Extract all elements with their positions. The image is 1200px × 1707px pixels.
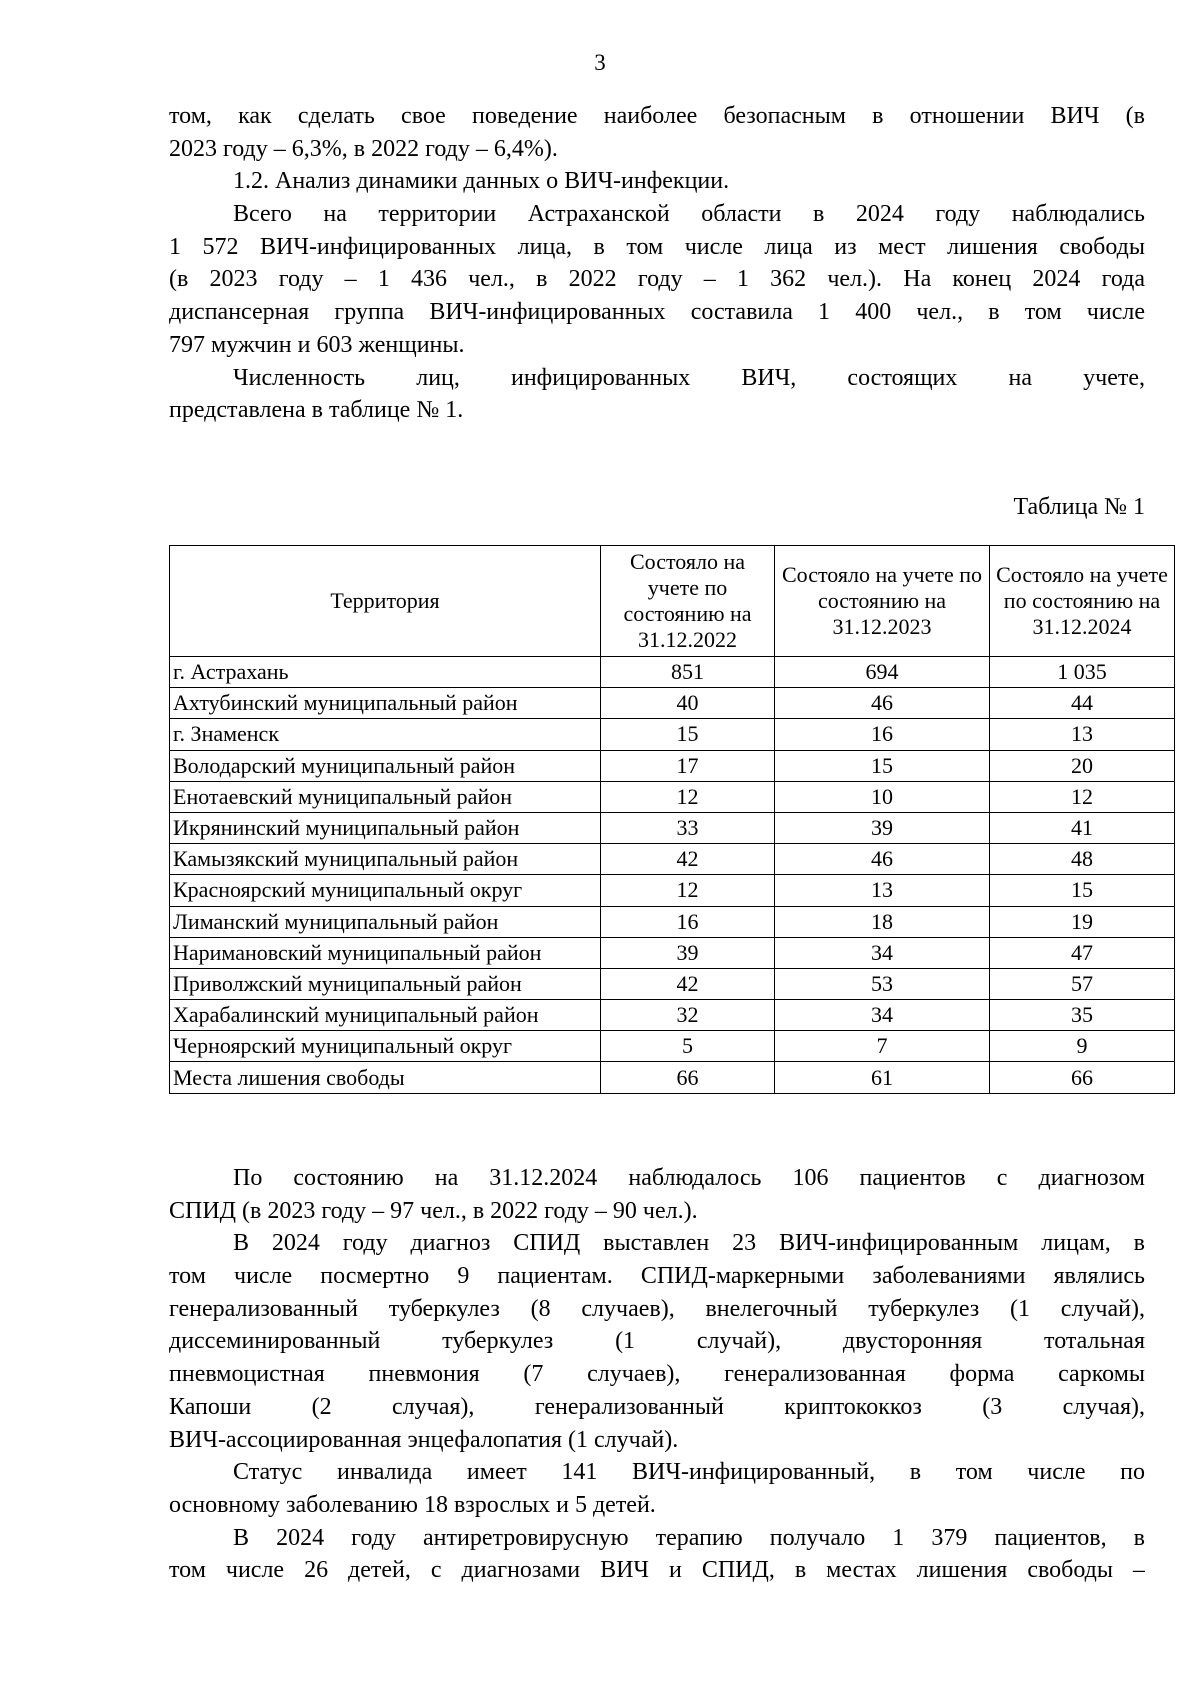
territory-cell: Красноярский муниципальный округ: [170, 875, 601, 906]
text-line: ВИЧ-ассоциированная энцефалопатия (1 случай).: [169, 1426, 679, 1453]
count-cell: 5: [601, 1031, 775, 1062]
count-cell: 57: [990, 968, 1175, 999]
table-row: [170, 688, 1175, 719]
count-cell: 32: [601, 1000, 775, 1031]
count-cell: 7: [775, 1031, 990, 1062]
territory-cell: Черноярский муниципальный округ: [170, 1031, 601, 1062]
count-cell: 47: [990, 937, 1175, 968]
count-cell: 66: [990, 1062, 1175, 1093]
text-line: том числе посмертно 9 пациентам. СПИД-маркерными заболеваниями являлись: [169, 1263, 1145, 1290]
count-cell: 48: [990, 844, 1175, 875]
intro-text: [169, 100, 1145, 427]
text-line: Капоши (2 случая), генерализованный криптококкоз (3 случая),: [169, 1393, 1145, 1420]
text-line: В 2024 году антиретровирусную терапию получало 1 379 пациентов, в: [233, 1524, 1145, 1551]
table-row: [170, 937, 1175, 968]
text-line: По состоянию на 31.12.2024 наблюдалось 106 пациентов с диагнозом: [233, 1165, 1145, 1191]
text-line: Статус инвалида имеет 141 ВИЧ-инфицированный, в том числе по: [233, 1459, 1145, 1486]
text-line: В 2024 году диагноз СПИД выставлен 23 ВИЧ-инфицированным лицам, в: [233, 1230, 1145, 1257]
text-line: 2023 году – 6,3%, в 2022 году – 6,4%).: [169, 135, 558, 162]
territory-cell: Места лишения свободы: [170, 1062, 601, 1093]
page-number: 3: [594, 50, 606, 75]
text-line: представлена в таблице № 1.: [169, 397, 464, 424]
table-row: [170, 1031, 1175, 1062]
count-cell: 17: [601, 750, 775, 781]
count-cell: 46: [775, 688, 990, 719]
territory-cell: Приволжский муниципальный район: [170, 968, 601, 999]
text-line: генерализованный туберкулез (8 случаев), внелегочный туберкулез (1 случай),: [169, 1295, 1145, 1322]
text-line: 1 572 ВИЧ-инфицированных лица, в том числе лица из мест лишения свободы: [169, 233, 1145, 260]
text-line: 797 мужчин и 603 женщины.: [169, 331, 465, 358]
table-row: [170, 906, 1175, 937]
table-row: [170, 844, 1175, 875]
count-cell: 10: [775, 781, 990, 812]
text-line: Всего на территории Астраханской области в 2024 году наблюдались: [233, 201, 1145, 228]
territory-cell: г. Знаменск: [170, 719, 601, 750]
count-cell: 34: [775, 1000, 990, 1031]
territory-cell: Наримановский муниципальный район: [170, 937, 601, 968]
header-2022: Состояло на учете по состоянию на 31.12.2022: [601, 546, 775, 657]
text-line: основному заболеванию 18 взрослых и 5 детей.: [169, 1491, 656, 1518]
table-row: [170, 657, 1175, 688]
territory-cell: Икрянинский муниципальный район: [170, 812, 601, 843]
analysis-text: [169, 1162, 1145, 1587]
count-cell: 15: [775, 750, 990, 781]
table-row: [170, 750, 1175, 781]
territory-cell: Ахтубинский муниципальный район: [170, 688, 601, 719]
hiv-registry-table: [169, 545, 1175, 1094]
count-cell: 53: [775, 968, 990, 999]
count-cell: 16: [775, 719, 990, 750]
table-caption: Таблица № 1: [1013, 494, 1145, 520]
count-cell: 61: [775, 1062, 990, 1093]
text-line: диссеминированный туберкулез (1 случай), двусторонняя тотальная: [169, 1328, 1145, 1355]
count-cell: 13: [775, 875, 990, 906]
text-line: (в 2023 году – 1 436 чел., в 2022 году – 1 362 чел.). На конец 2024 года: [169, 266, 1145, 293]
count-cell: 12: [990, 781, 1175, 812]
table-row: [170, 968, 1175, 999]
text-line: 1.2. Анализ динамики данных о ВИЧ-инфекции.: [233, 168, 730, 195]
territory-cell: г. Астрахань: [170, 657, 601, 688]
count-cell: 18: [775, 906, 990, 937]
header-2024: Состояло на учете по состоянию на 31.12.2024: [990, 546, 1175, 657]
header-2023: Состояло на учете по состоянию на 31.12.2023: [775, 546, 990, 657]
table-row: [170, 812, 1175, 843]
count-cell: 66: [601, 1062, 775, 1093]
count-cell: 1 035: [990, 657, 1175, 688]
table-row: [170, 875, 1175, 906]
text-line: пневмоцистная пневмония (7 случаев), генерализованная форма саркомы: [169, 1361, 1145, 1388]
count-cell: 12: [601, 875, 775, 906]
count-cell: 42: [601, 844, 775, 875]
count-cell: 16: [601, 906, 775, 937]
count-cell: 12: [601, 781, 775, 812]
table-row: [170, 719, 1175, 750]
count-cell: 44: [990, 688, 1175, 719]
text-line: диспансерная группа ВИЧ-инфицированных составила 1 400 чел., в том числе: [169, 299, 1145, 326]
header-territory: Территория: [170, 546, 601, 657]
count-cell: 46: [775, 844, 990, 875]
territory-cell: Енотаевский муниципальный район: [170, 781, 601, 812]
table-row: [170, 781, 1175, 812]
count-cell: 851: [601, 657, 775, 688]
count-cell: 41: [990, 812, 1175, 843]
count-cell: 13: [990, 719, 1175, 750]
count-cell: 15: [601, 719, 775, 750]
territory-cell: Камызякский муниципальный район: [170, 844, 601, 875]
text-line: СПИД (в 2023 году – 97 чел., в 2022 году – 90 чел.).: [169, 1197, 698, 1224]
count-cell: 15: [990, 875, 1175, 906]
count-cell: 33: [601, 812, 775, 843]
text-line: Численность лиц, инфицированных ВИЧ, состоящих на учете,: [233, 364, 1145, 391]
count-cell: 35: [990, 1000, 1175, 1031]
count-cell: 40: [601, 688, 775, 719]
table-header-row: [170, 546, 1175, 657]
count-cell: 39: [775, 812, 990, 843]
count-cell: 42: [601, 968, 775, 999]
count-cell: 694: [775, 657, 990, 688]
count-cell: 9: [990, 1031, 1175, 1062]
table-row: [170, 1062, 1175, 1093]
count-cell: 19: [990, 906, 1175, 937]
table-row: [170, 1000, 1175, 1031]
count-cell: 39: [601, 937, 775, 968]
text-line: том числе 26 детей, с диагнозами ВИЧ и СПИД, в местах лишения свободы –: [169, 1557, 1145, 1584]
count-cell: 20: [990, 750, 1175, 781]
territory-cell: Харабалинский муниципальный район: [170, 1000, 601, 1031]
territory-cell: Володарский муниципальный район: [170, 750, 601, 781]
count-cell: 34: [775, 937, 990, 968]
territory-cell: Лиманский муниципальный район: [170, 906, 601, 937]
text-line: том, как сделать свое поведение наиболее безопасным в отношении ВИЧ (в: [169, 103, 1145, 129]
